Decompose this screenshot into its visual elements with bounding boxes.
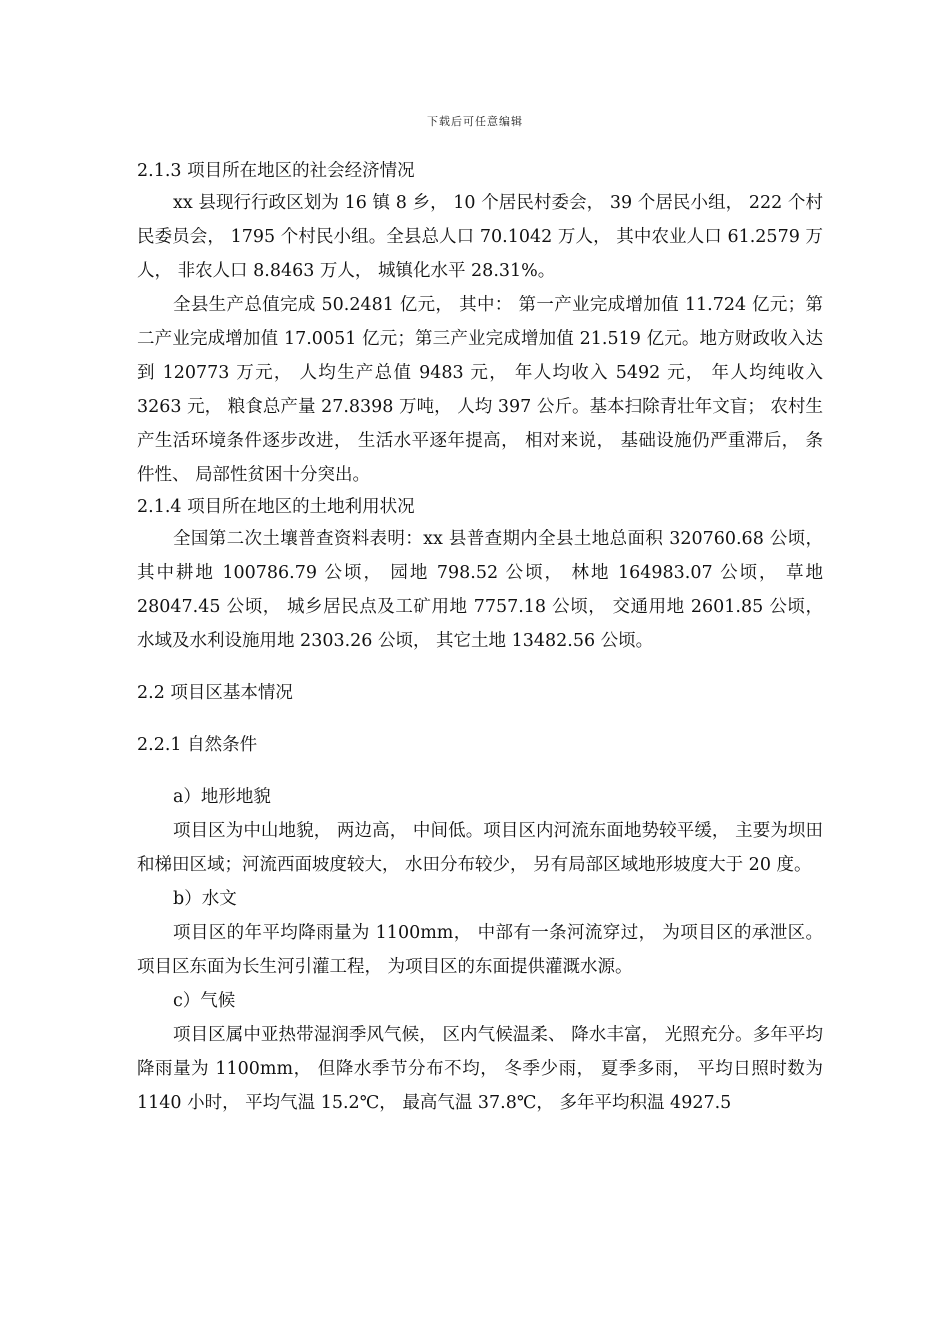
subsection-a-text: 项目区为中山地貌， 两边高， 中间低。项目区内河流东面地势较平缓， 主要为坝田和梯田区域；河流西面坡度较大， 水田分布较少， 另有局部区域地形坡度大于 20 度。 bbox=[137, 821, 823, 875]
header-note: 下载后可任意编辑 bbox=[427, 115, 523, 128]
section-2-1-4-paragraph-1: 全国第二次土壤普查资料表明：xx 县普查期内全县土地总面积 320760.68 公顷， 其中耕地 100786.79 公顷， 园地 798.52 公顷， 林地 164983.07 公顷， 草地 28047.45 公顷， 城乡居民点及工矿用地 7757.18 公顷， 交通用地 2601.85 公顷，水域及水利设施用地 2303.26 公顷， 其它土地 13482.56 公顷。 bbox=[137, 529, 823, 651]
subsection-c-text: 项目区属中亚热带湿润季风气候， 区内气候温柔、 降水丰富， 光照充分。多年平均降雨量为 1100mm， 但降水季节分布不均， 冬季少雨， 夏季多雨， 平均日照时数为 1140 小时， 平均气温 15.2℃， 最高气温 37.8℃， 多年平均积温 4927.5 bbox=[137, 1025, 823, 1113]
section-2-2-1-title: 2.2.1 自然条件 bbox=[137, 735, 258, 755]
document-body bbox=[137, 156, 823, 1120]
section-2-1-4-title: 2.1.4 项目所在地区的土地利用状况 bbox=[137, 497, 415, 517]
subsection-b-title: b）水文 bbox=[173, 889, 237, 909]
section-2-1-3-title: 2.1.3 项目所在地区的社会经济情况 bbox=[137, 161, 415, 181]
section-2-2-title: 2.2 项目区基本情况 bbox=[137, 683, 293, 703]
section-2-1-3-paragraph-1: xx 县现行行政区划为 16 镇 8 乡， 10 个居民村委会， 39 个居民小组， 222 个村民委员会， 1795 个村民小组。全县总人口 70.1042 万人， 其中农业人口 61.2579 万人， 非农人口 8.8463 万人， 城镇化水平 28.31%。 bbox=[137, 193, 823, 281]
subsection-b-text: 项目区的年平均降雨量为 1100mm， 中部有一条河流穿过， 为项目区的承泄区。项目区东面为长生河引灌工程， 为项目区的东面提供灌溉水源。 bbox=[137, 923, 823, 977]
subsection-c-title: c）气候 bbox=[173, 991, 236, 1011]
section-2-1-3-paragraph-2: 全县生产总值完成 50.2481 亿元， 其中： 第一产业完成增加值 11.724 亿元；第二产业完成增加值 17.0051 亿元；第三产业完成增加值 21.519 亿元。地方财政收入达到 120773 万元， 人均生产总值 9483 元， 年人均收入 5492 元， 年人均纯收入 3263 元， 粮食总产量 27.8398 万吨， 人均 397 公斤。基本扫除青壮年文盲； 农村生产生活环境条件逐步改进， 生活水平逐年提高， 相对来说， 基础设施仍严重滞后， 条件性、 局部性贫困十分突出。 bbox=[137, 295, 823, 485]
subsection-a-title: a）地形地貌 bbox=[173, 787, 271, 807]
